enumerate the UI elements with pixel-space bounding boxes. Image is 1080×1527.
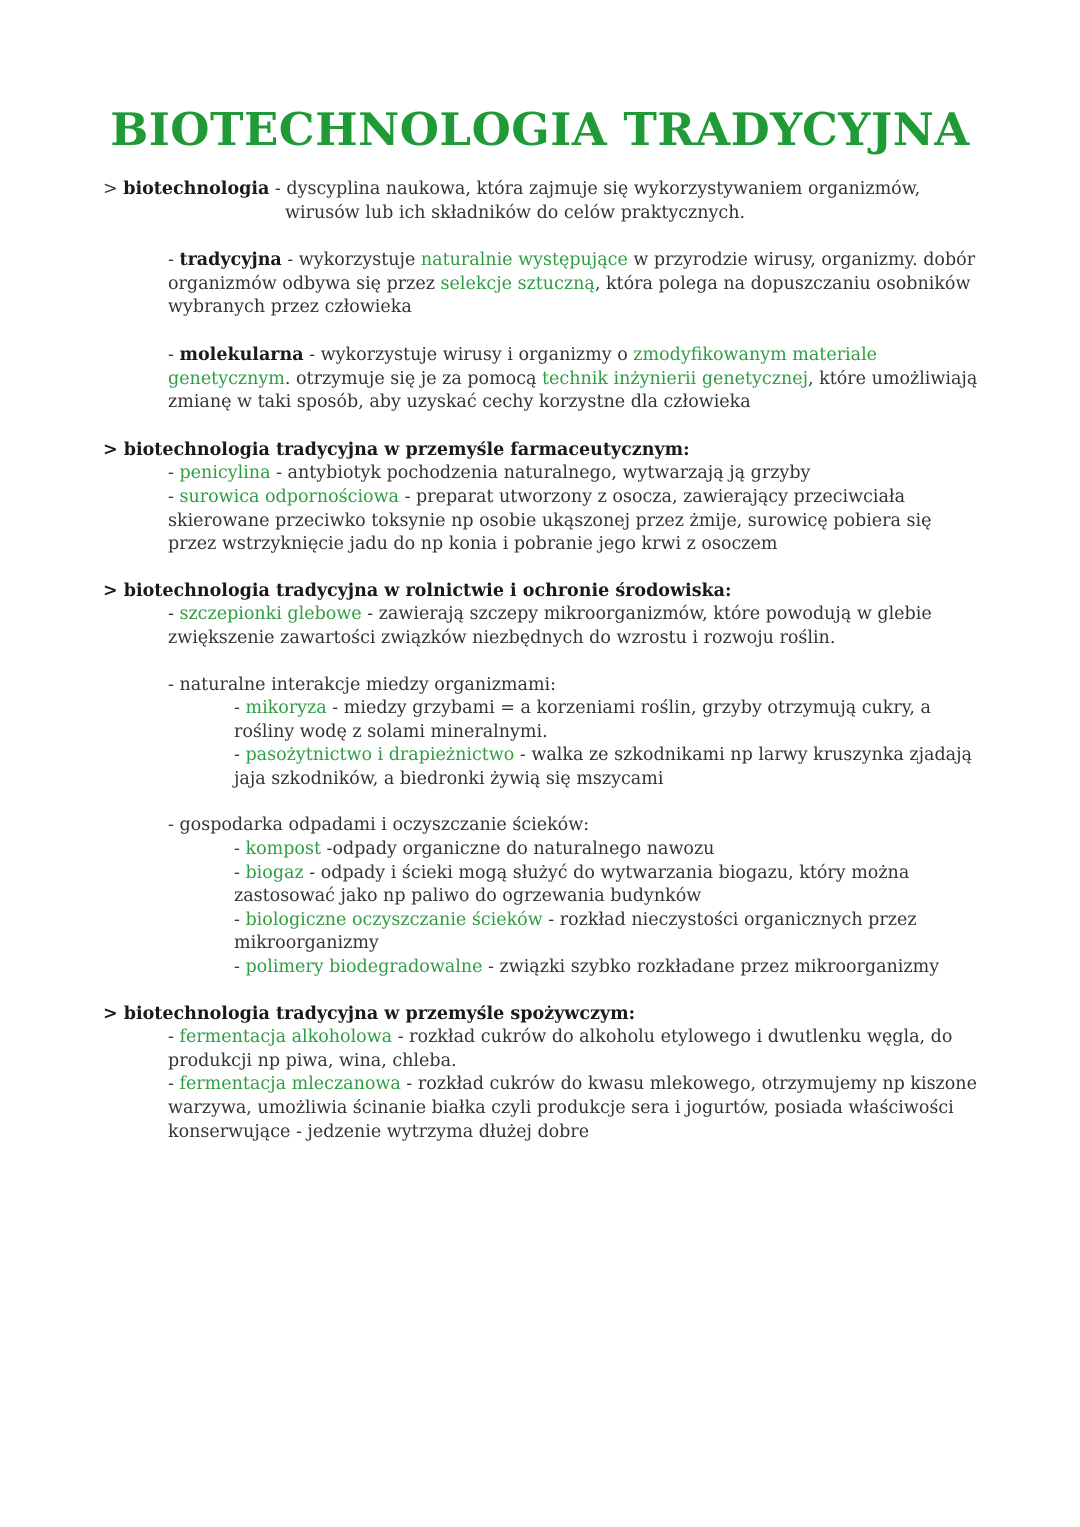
term-compost: kompost [245,839,321,860]
section-heading-pharma [103,439,983,463]
list-item-wastewater [103,909,983,956]
dash-marker: - [168,604,180,625]
item-text: -odpady organiczne do naturalnego nawozu [320,839,715,860]
molecular-definition [103,344,983,415]
term-biotechnologia: biotechnologia [123,179,270,199]
term-soil-vaccines: szczepionki glebowe [179,604,362,625]
term-alcohol-fermentation: fermentacja alkoholowa [179,1027,393,1048]
list-item-alcohol-fermentation [103,1026,983,1073]
list-item-polymers [103,956,983,980]
term-polymers: polimery biodegradowalne [245,957,483,978]
term-serum: surowica odpornościowa [179,486,399,507]
list-item-compost [103,838,983,862]
heading-text: > biotechnologia tradycyjna w rolnictwie i ochronie środowiska: [103,580,732,601]
term-traditional: tradycyjna [179,250,282,271]
term-biogas: biogaz [245,862,304,883]
separator: - [269,179,287,199]
dash-marker: - [168,463,180,484]
term-wastewater: biologiczne oczyszczanie ścieków [245,909,543,930]
text-segment: - wykorzystuje [281,250,421,271]
item-text: - miedzy grzybami = a korzeniami roślin, grzyby otrzymują cukry, a rośliny wodę z solami mineralnymi. [234,698,931,742]
dash-marker: - [234,698,246,719]
heading-text: > biotechnologia tradycyjna w przemyśle farmaceutycznym: [103,439,690,460]
text-segment: , które umożliwiają zmianę w taki sposób, aby uzyskać cechy korzystne dla człowieka [168,368,978,413]
dash-marker: - [168,250,180,271]
item-text: - preparat utworzony z osocza, zawierający przeciwciała skierowane przeciwko toksynie np osobie ukąszonej przez żmije, surowicę pobiera się przez wstrzyknięcie jadu do np konia i pobranie jego krwi z osoczem [168,486,932,555]
intro-definition-text-1: dyscyplina naukowa, która zajmuje się wykorzystywaniem organizmów, [286,179,921,199]
highlight-techniques: technik inżynierii genetycznej [542,368,808,389]
text-segment: - wykorzystuje wirusy i organizmy o [303,344,634,365]
term-lactic-fermentation: fermentacja mleczanowa [179,1074,401,1095]
term-mycorrhiza: mikoryza [245,698,327,719]
item-text: - rozkład cukrów do kwasu mlekowego, otrzymujemy np kiszone warzywa, umożliwia ścinanie białka czyli produkcje sera i jogurtów, posiada właściwości konserwujące - jedzenie wytrzyma dłużej dobre [168,1074,977,1142]
item-text: - zawierają szczepy mikroorganizmów, które powodują w glebie zwiększenie zawartości związków niezbędnych do wzrostu i rozwoju roślin. [168,604,932,648]
section-heading-food [103,1003,983,1027]
highlight-natural: naturalnie występujące [420,250,628,271]
term-molecular: molekularna [179,344,304,365]
text-segment: . otrzymuje się je za pomocą [284,368,542,389]
intro-definition-text-2: wirusów lub ich składników do celów praktycznych. [285,202,746,223]
dash-marker: - [234,909,246,930]
bullet-marker: > [103,179,118,199]
term-parasitism: pasożytnictwo i drapieżnictwo [245,745,515,766]
traditional-definition [103,249,983,320]
dash-marker: - [234,745,246,766]
list-item-soil-vaccines [103,603,983,650]
item-text: - antybiotyk pochodzenia naturalnego, wytwarzają ją grzyby [270,463,811,484]
list-item-biogas [103,862,983,909]
item-text: - odpady i ścieki mogą służyć do wytwarzania biogazu, który można zastosować jako np paliwo do ogrzewania budynków [234,862,910,907]
term-penicillin: penicylina [179,463,271,484]
page-title: BIOTECHNOLOGIA TRADYCYJNA [110,103,970,156]
text-segment: , która polega na dopuszczaniu osobników wybranych przez człowieka [168,273,971,318]
text-segment: w przyrodzie wirusy, organizmy. dobór organizmów odbywa się przez [168,250,976,294]
item-text: - rozkład cukrów do alkoholu etylowego i dwutlenku węgla, do produkcji np piwa, wina, chleba. [168,1027,953,1071]
list-item-serum [103,486,983,557]
item-text: - rozkład nieczystości organicznych przez mikroorganizmy [234,909,917,954]
dash-marker: - [234,957,246,978]
notes-body [103,178,983,1144]
heading-text: > biotechnologia tradycyjna w przemyśle spożywczym: [103,1003,636,1024]
item-text: - związki szybko rozkładane przez mikroorganizmy [482,957,940,978]
intro-line [103,178,983,225]
item-text: - walka ze szkodnikami np larwy kruszynka zjadają jaja szkodników, a biedronki żywią się mszycami [234,745,972,789]
section-heading-agriculture [103,580,983,604]
dash-marker: - [168,344,180,365]
dash-marker: - [168,486,180,507]
dash-marker: - [168,1027,180,1048]
list-item-parasitism [103,744,983,791]
list-item-penicillin [103,462,983,486]
dash-marker: - [168,1074,180,1095]
intro-definition [103,178,983,225]
dash-marker: - [234,862,246,883]
highlight-selection: selekcje sztuczną [440,273,595,294]
highlight-modified: zmodyfikowanym materiale genetycznym [168,344,878,389]
dash-marker: - [234,839,246,860]
waste-label: - gospodarka odpadami i oczyszczanie ścieków: [168,815,590,836]
list-item-mycorrhiza [103,697,983,744]
interactions-label: - naturalne interakcje miedzy organizmami: [168,674,557,695]
list-item-lactic-fermentation [103,1073,983,1144]
